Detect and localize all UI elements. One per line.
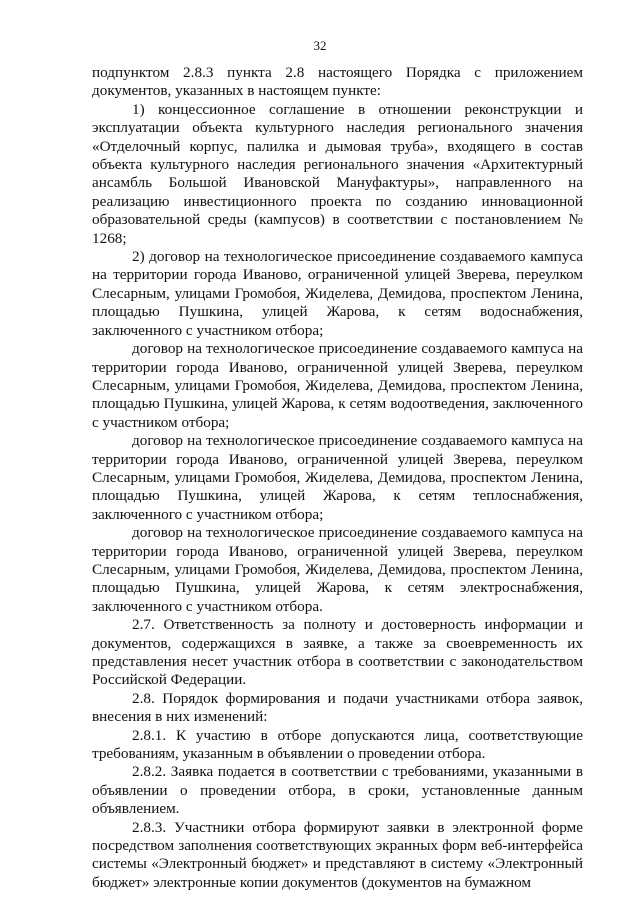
paragraph-2-8: 2.8. Порядок формирования и подачи участниками отбора заявок, внесения в них изменений:: [92, 689, 583, 726]
paragraph-2-8-1: 2.8.1. К участию в отборе допускаются лица, соответствующие требованиям, указанным в объявлении о проведении отбора.: [92, 726, 583, 763]
body-text: [92, 64, 583, 892]
page-number: 32: [313, 38, 327, 53]
paragraph-continuation: подпунктом 2.8.3 пункта 2.8 настоящего Порядка с приложением документов, указанных в настоящем пункте:: [92, 64, 583, 100]
paragraph-2-8-2: 2.8.2. Заявка подается в соответствии с требованиями, указанными в объявлении о проведении отбора, в сроки, установленные данным объявлением.: [92, 763, 583, 818]
paragraph-water-disposal: договор на технологическое присоединение создаваемого кампуса на территории города Иваново, ограниченной улицей Зверева, переулком Слесарным, улицами Громобоя, Жиделева, Демидова, проспектом Ленина, площадью Пушкина, улицей Жарова, к сетям водоотведения, заключенного с участником отбора;: [92, 340, 583, 431]
paragraph-heat-supply: договор на технологическое присоединение создаваемого кампуса на территории города Иваново, ограниченной улицей Зверева, переулком Слесарным, улицами Громобоя, Жиделева, Демидова, проспектом Ленина, площадью Пушкина, улицей Жарова, к сетям теплоснабжения, заключенного с участником отбора;: [92, 432, 583, 523]
paragraph-item-1-concession: 1) концессионное соглашение в отношении реконструкции и эксплуатации объекта культурного наследия регионального значения «Отделочный корпус, палилка и дымовая труба», входящего в состав объекта культурного наследия регионального значения «Архитектурный ансамбль Большой Ивановской Мануфактуры», направленного на реализацию инвестиционного проекта по созданию инновационной образовательной среды (кампусов) в соответствии с постановлением № 1268;: [92, 100, 583, 247]
paragraph-2-7: 2.7. Ответственность за полноту и достоверность информации и документов, содержащихся в заявке, а также за своевременность их представления несет участник отбора в соответствии с законодательством Российской Федерации.: [92, 616, 583, 689]
paragraph-power-supply: договор на технологическое присоединение создаваемого кампуса на территории города Иваново, ограниченной улицей Зверева, переулком Слесарным, улицами Громобоя, Жиделева, Демидова, проспектом Ленина, площадью Пушкина, улицей Жарова, к сетям электроснабжения, заключенного с участником отбора.: [92, 524, 583, 615]
paragraph-2-8-3: 2.8.3. Участники отбора формируют заявки в электронной форме посредством заполнения соответствующих экранных форм веб-интерфейса системы «Электронный бюджет» и представляют в систему «Электронный бюджет» электронные копии документов (документов на бумажном: [92, 818, 583, 891]
paragraph-item-2-water-supply: 2) договор на технологическое присоединение создаваемого кампуса на территории города Иваново, ограниченной улицей Зверева, переулком Слесарным, улицами Громобоя, Жиделева, Демидова, проспектом Ленина, площадью Пушкина, улицей Жарова, к сетям водоснабжения, заключенного с участником отбора;: [92, 248, 583, 339]
